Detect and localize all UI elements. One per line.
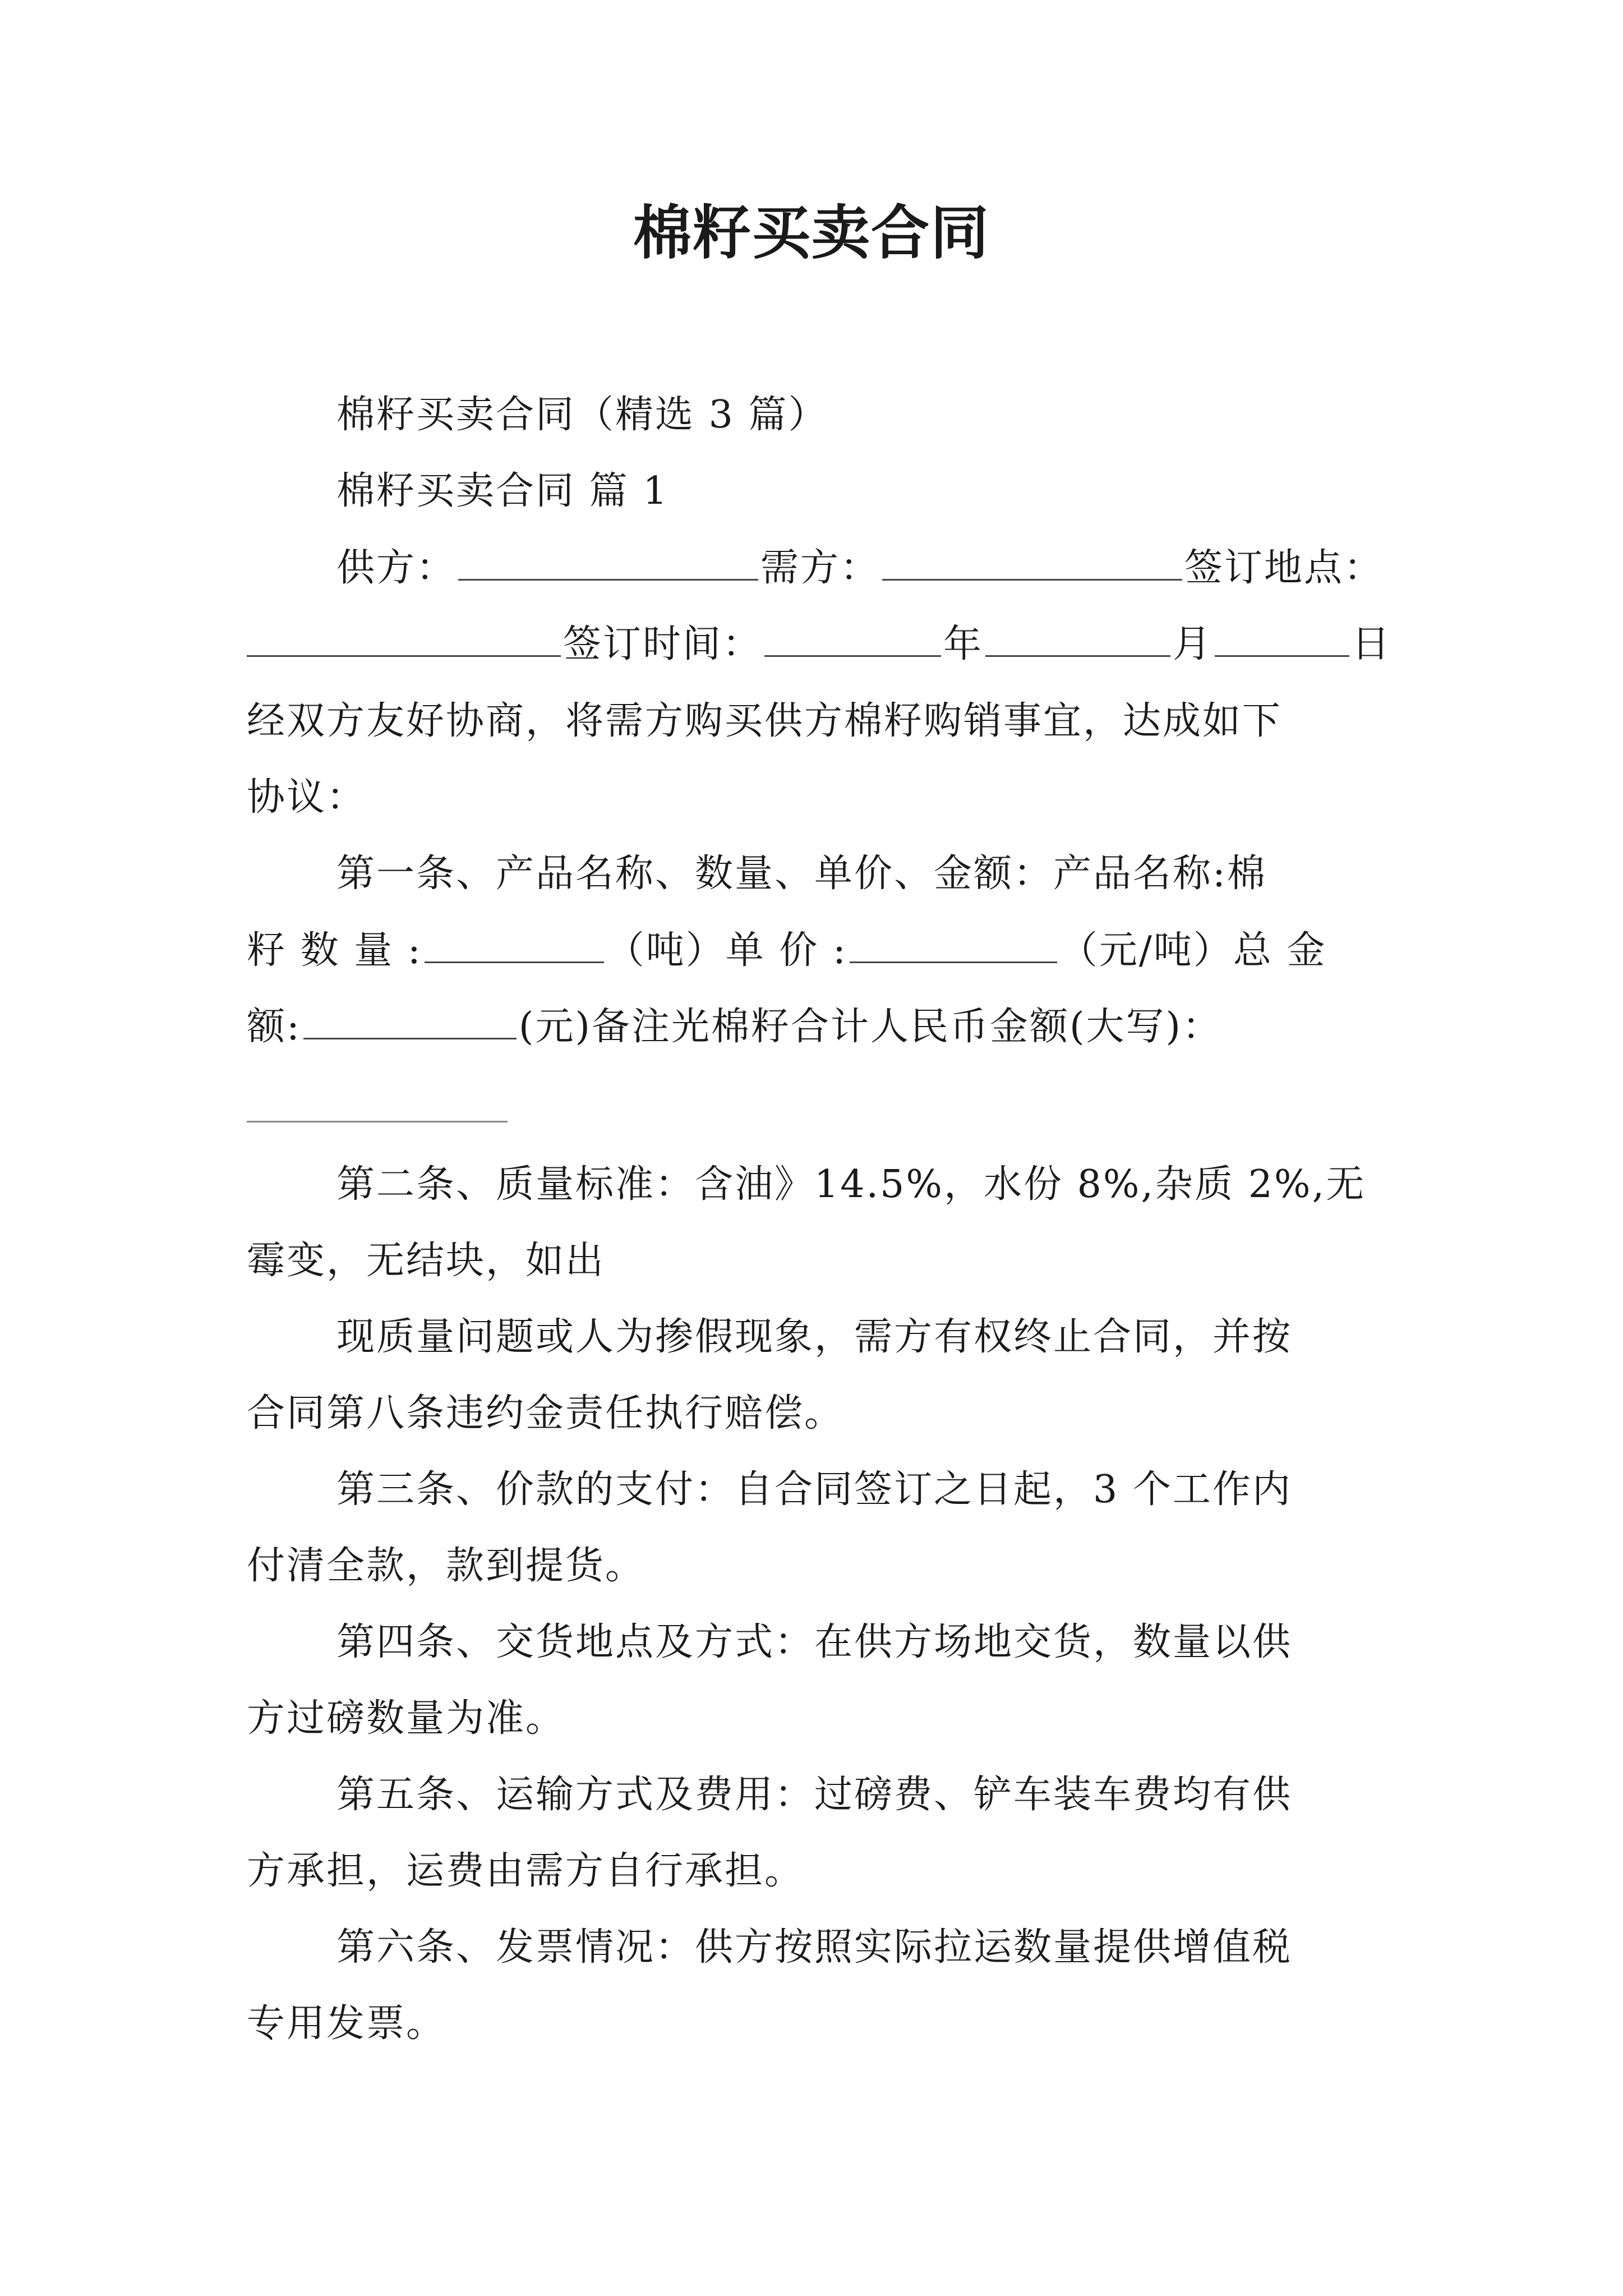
article5-line1: 第五条、运输方式及费用：过磅费、铲车装车费均有供 (336, 1773, 1293, 1817)
quantity-blank (425, 922, 604, 963)
intro-line-1: 经双方友好协商，将需方购买供方棉籽购销事宜，达成如下 (247, 699, 1283, 743)
quantity-label: 籽 数 量 : (247, 928, 422, 973)
sign-place-label: 签订地点： (1184, 546, 1384, 590)
buyer-label: 需方： (760, 546, 880, 590)
part-heading: 棉籽买卖合同 篇 1 (336, 469, 669, 513)
total-tail: (元)备注光棉籽合计人民币金额(大写)： (518, 1005, 1223, 1049)
article6-line1: 第六条、发票情况：供方按照实际拉运数量提供增值税 (336, 1925, 1293, 1970)
total-label: 额: (247, 1005, 301, 1049)
document-title: 棉籽买卖合同 (633, 198, 990, 267)
article3-line1: 第三条、价款的支付：自合同签订之日起，3 个工作内 (336, 1467, 1292, 1512)
unit-price-label: （元/吨）总 金 (1059, 928, 1327, 973)
article6-line2: 专用发票。 (247, 2001, 446, 2046)
article2b-line1: 现质量问题或人为掺假现象，需方有权终止合同，并按 (336, 1315, 1293, 1359)
article4-line2: 方过磅数量为准。 (247, 1696, 566, 1741)
day-label: 日 (1352, 622, 1392, 666)
article1-line2 (247, 922, 1391, 979)
total-blank (303, 999, 517, 1039)
day-blank (1215, 616, 1349, 657)
article2-line2: 霉变，无结块，如出 (247, 1239, 606, 1283)
sign-time-label: 签订时间： (563, 622, 763, 666)
article1-line1: 第一条、产品名称、数量、单价、金额：产品名称:棉 (336, 852, 1267, 896)
article2-line1: 第二条、质量标准：含油》14.5%，水份 8%,杂质 2%,无 (336, 1162, 1366, 1207)
supplier-label: 供方： (336, 546, 457, 590)
article2b-line2: 合同第八条违约金责任执行赔偿。 (247, 1391, 845, 1435)
month-label: 月 (1173, 622, 1213, 666)
article3-line2: 付清全款，款到提货。 (247, 1544, 645, 1588)
parties-line (336, 540, 1391, 596)
document-subtitle: 棉籽买卖合同（精选 3 篇） (336, 393, 828, 437)
sign-place-blank (247, 616, 561, 657)
amount-in-words-blank (247, 1121, 508, 1122)
article5-line2: 方承担，运费由需方自行承担。 (247, 1849, 805, 1893)
intro-line-2: 协议： (247, 775, 367, 820)
sign-time-line (247, 616, 1391, 673)
unit-price-blank (850, 922, 1057, 963)
article1-line3 (247, 999, 1391, 1055)
year-blank (764, 616, 941, 657)
supplier-blank (458, 540, 758, 581)
month-blank (985, 616, 1170, 657)
buyer-blank (882, 540, 1182, 581)
quantity-unit-label: （吨）单 价 : (606, 928, 847, 973)
article4-line1: 第四条、交货地点及方式：在供方场地交货，数量以供 (336, 1620, 1293, 1664)
year-label: 年 (943, 622, 984, 666)
